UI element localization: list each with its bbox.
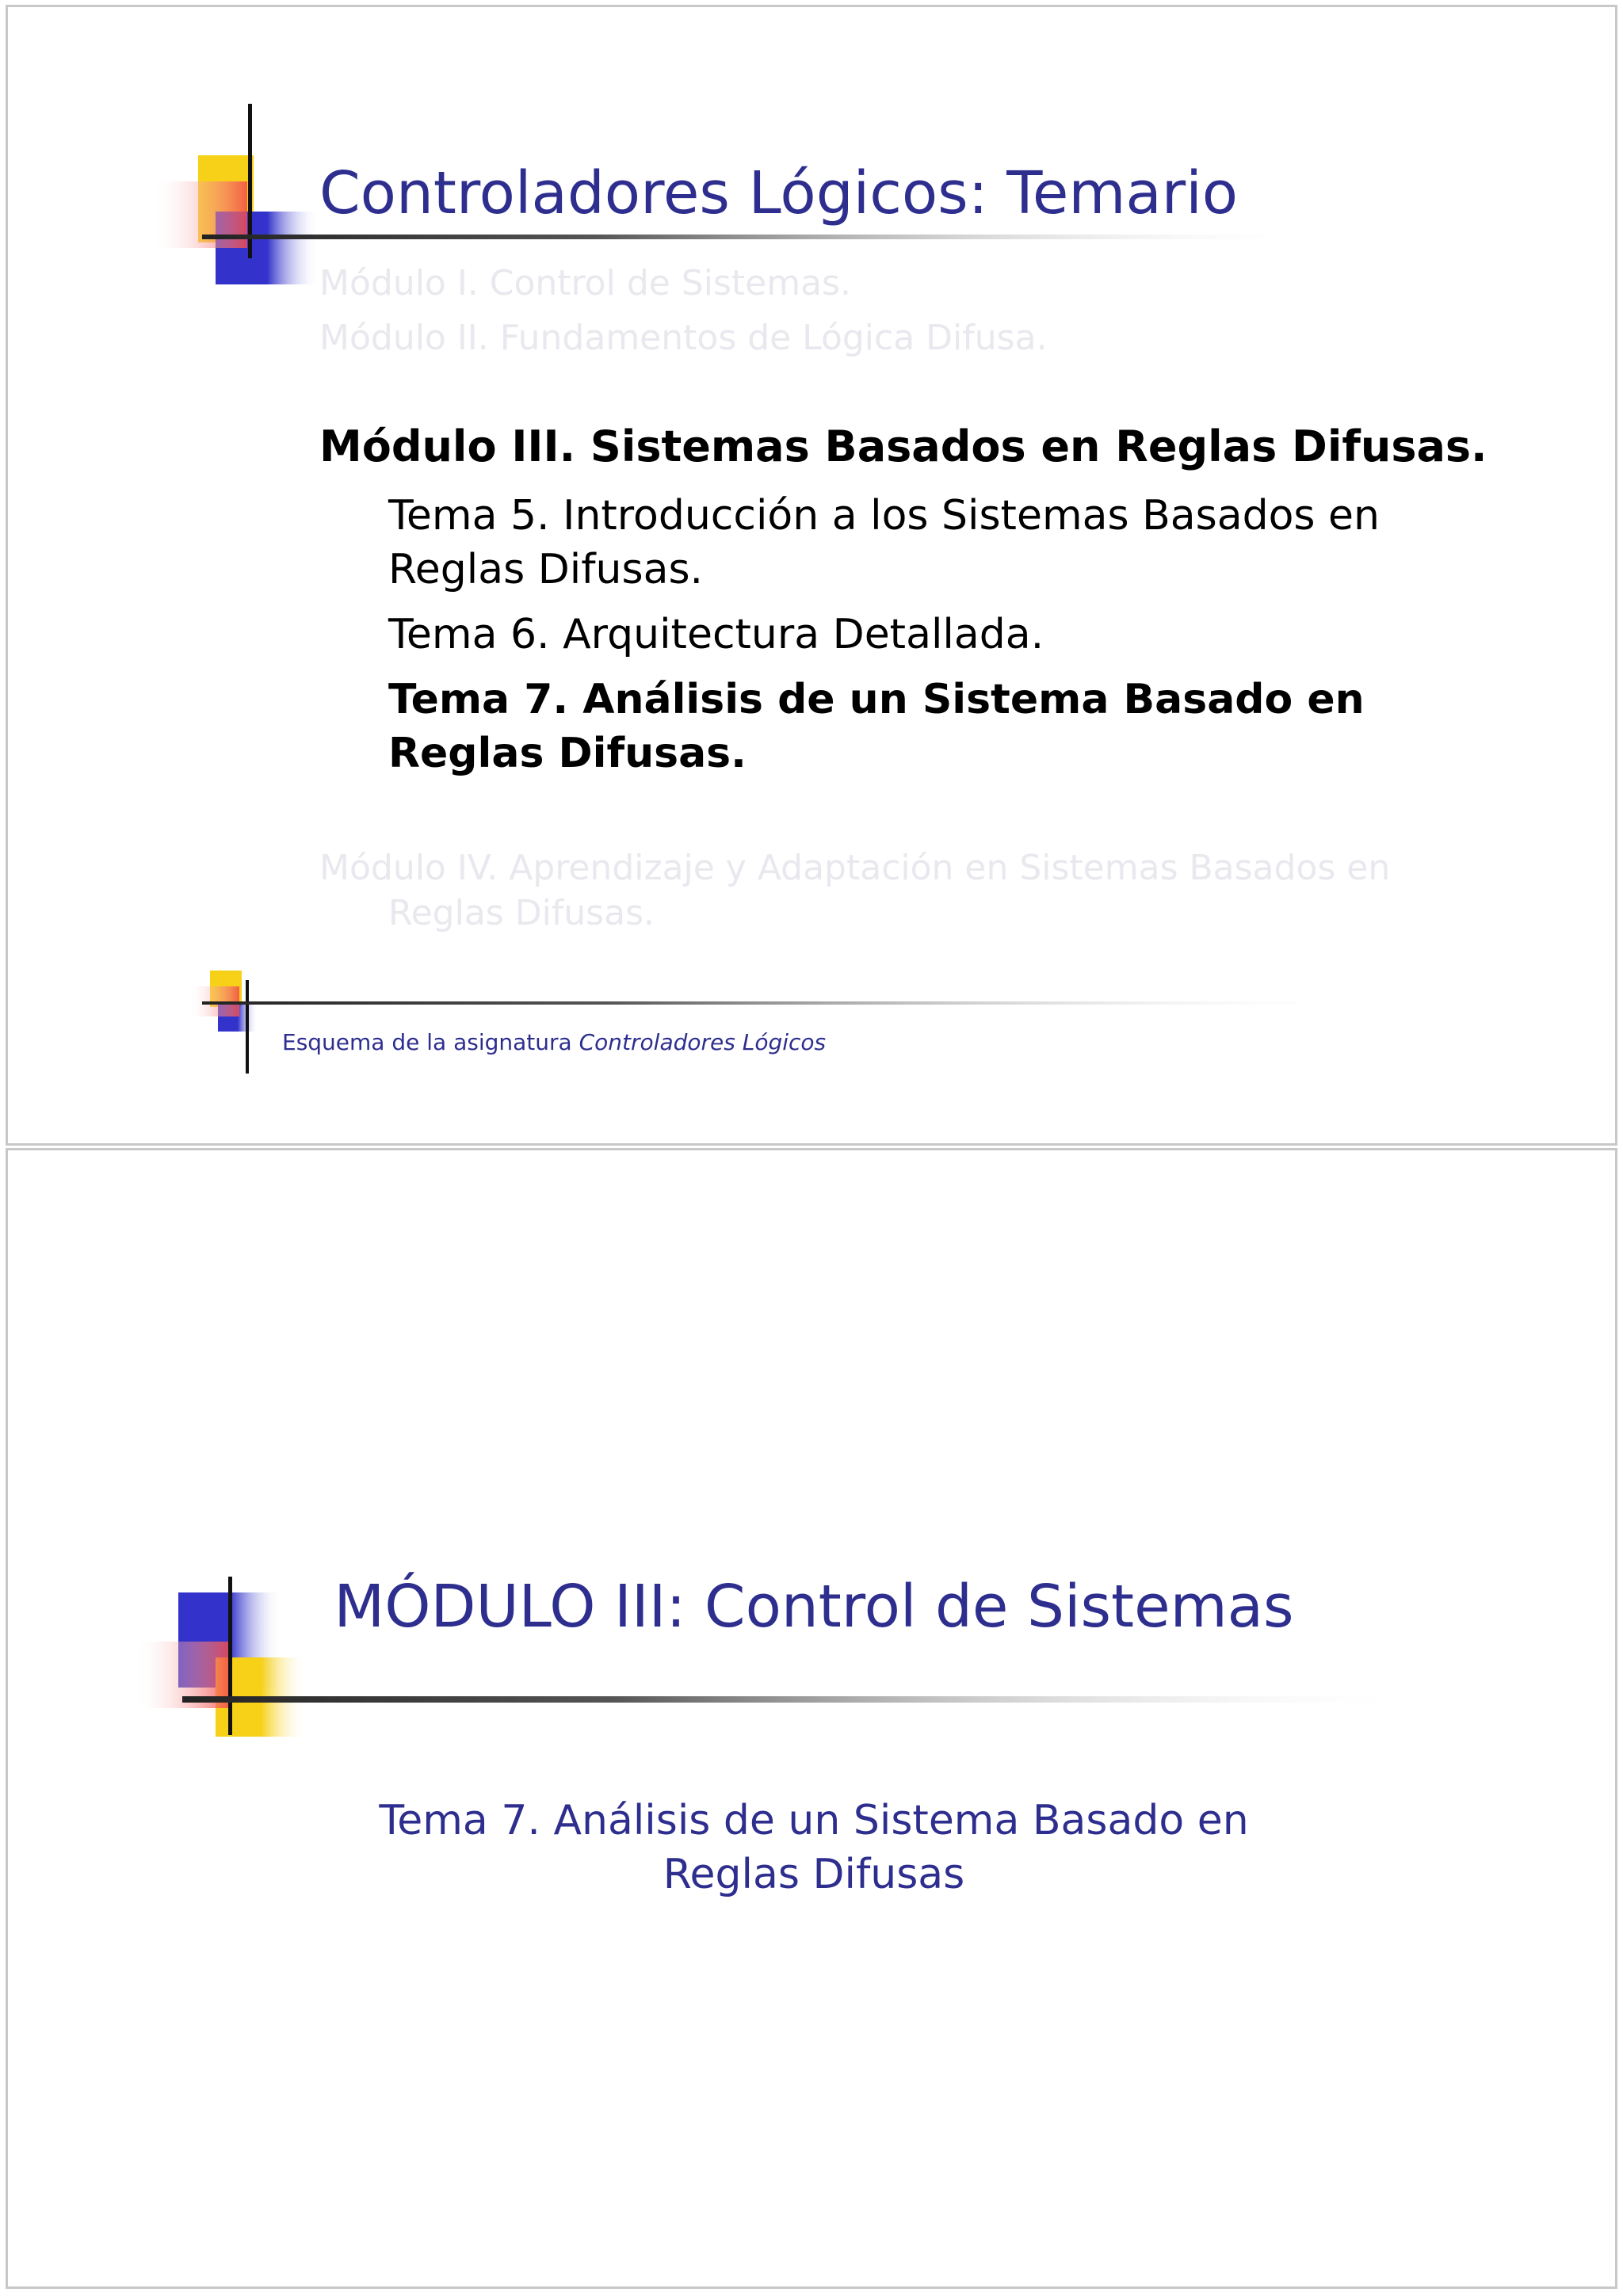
footer-underline [202, 1001, 1367, 1005]
slide2-title: MÓDULO III: Control de Sistemas [334, 1573, 1294, 1641]
slide-2 [6, 1148, 1617, 2289]
tema-7-line1: Tema 7. Análisis de un Sistema Basado en [388, 676, 1365, 723]
tema-6: Tema 6. Arquitectura Detallada. [388, 611, 1044, 658]
tema-5-line2: Reglas Difusas. [388, 546, 704, 593]
faded-module-2: Módulo II. Fundamentos de Lógica Difusa. [319, 318, 1048, 358]
module-3-heading: Módulo III. Sistemas Basados en Reglas Difusas. [319, 421, 1487, 471]
slide1-title: Controladores Lógicos: Temario [319, 159, 1239, 227]
footer-prefix: Esquema de la asignatura [282, 1029, 572, 1055]
faded-module-1: Módulo I. Control de Sistemas. [319, 263, 851, 303]
slide-1 [6, 5, 1617, 1146]
footer-vertical-bar [246, 980, 249, 1074]
faded-module-4-line1: Módulo IV. Aprendizaje y Adaptación en Sistemas Basados en [319, 848, 1391, 888]
tema-7-line2: Reglas Difusas. [388, 730, 747, 777]
slide2-decoration [8, 1150, 1620, 2291]
footer-italic: Controladores Lógicos [579, 1029, 827, 1055]
title-underline [202, 235, 1327, 239]
title-underline [182, 1696, 1419, 1703]
slide2-subtitle-line1: Tema 7. Análisis de un Sistema Basado en [379, 1797, 1249, 1844]
slide1-footer [282, 1029, 826, 1055]
slide2-subtitle-line2: Reglas Difusas [663, 1851, 965, 1898]
tema-5-line1: Tema 5. Introducción a los Sistemas Basados en [388, 492, 1380, 540]
faded-module-4-line2: Reglas Difusas. [388, 893, 655, 933]
